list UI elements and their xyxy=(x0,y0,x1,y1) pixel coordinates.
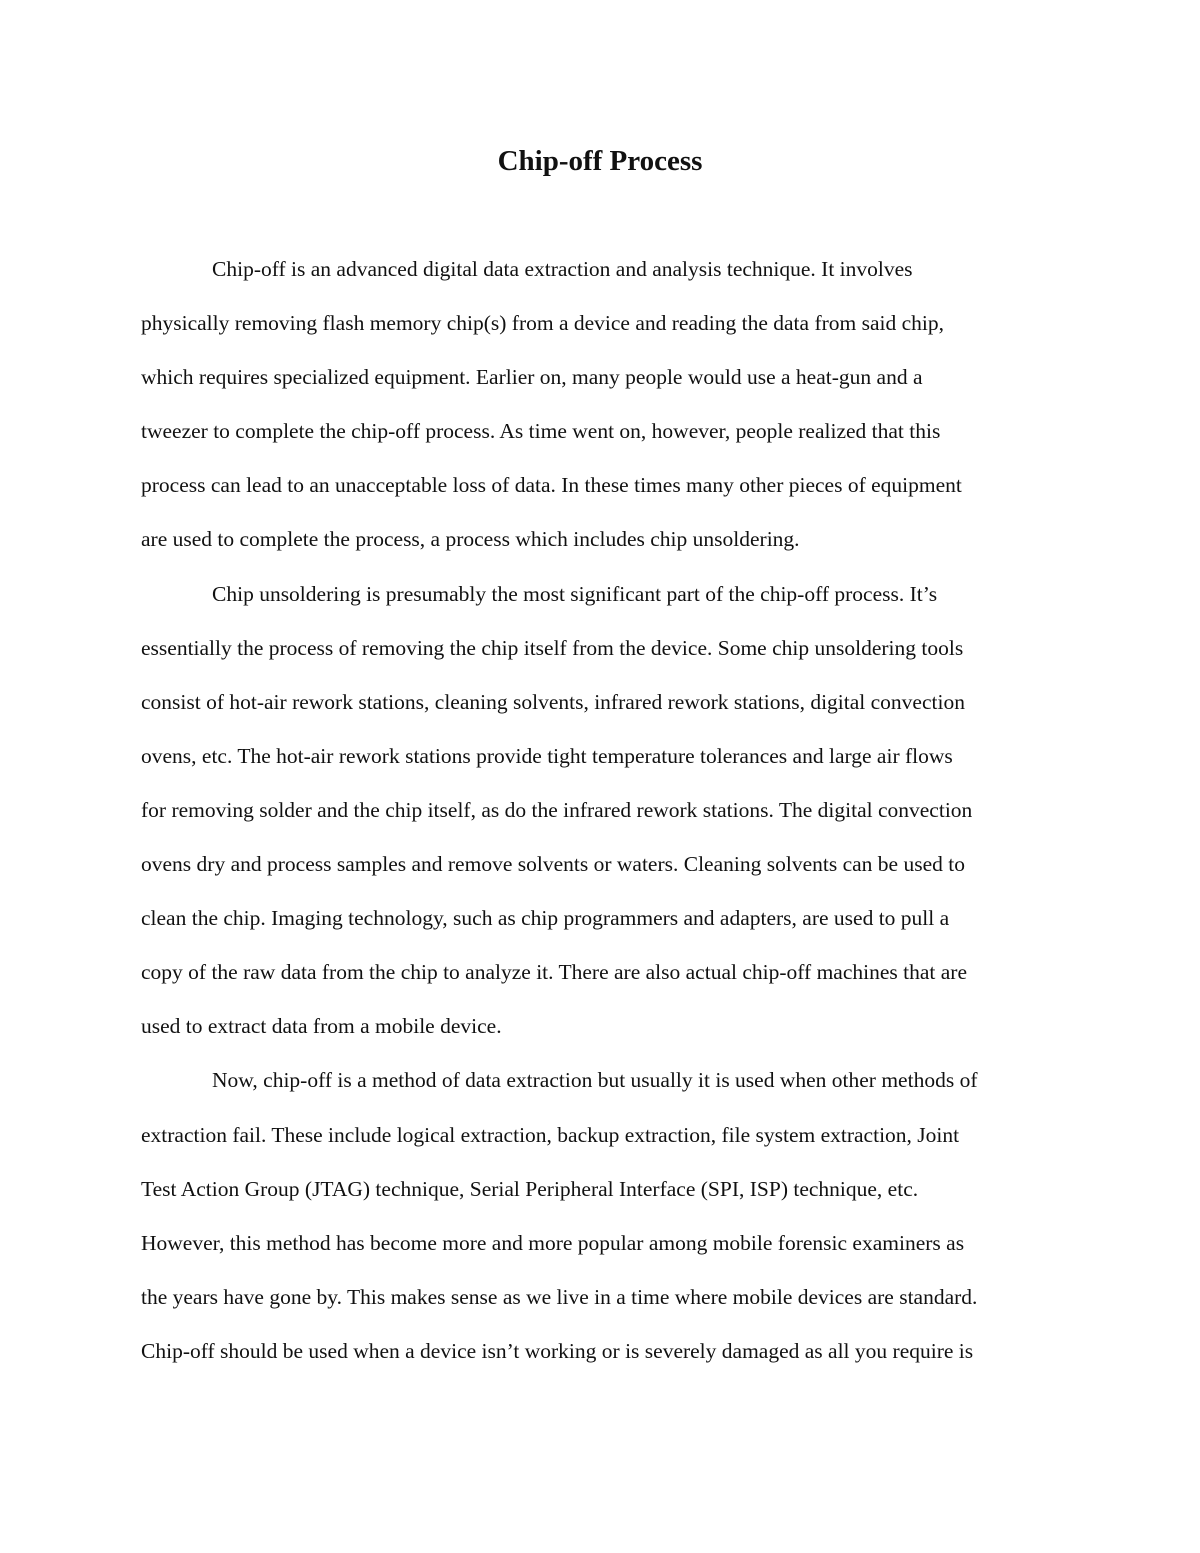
document-title: Chip-off Process xyxy=(497,145,703,177)
paragraph-line: used to extract data from a mobile device. xyxy=(141,1014,502,1039)
paragraph-line: process can lead to an unacceptable loss of data. In these times many other pieces of equipment xyxy=(141,473,962,498)
paragraph-line: for removing solder and the chip itself, as do the infrared rework stations. The digital convection xyxy=(141,797,973,822)
paragraph-line: copy of the raw data from the chip to analyze it. There are also actual chip-off machines that are xyxy=(141,960,967,985)
paragraph-line: ovens dry and process samples and remove solvents or waters. Cleaning solvents can be used to xyxy=(141,852,965,877)
paragraph-line: However, this method has become more and more popular among mobile forensic examiners as xyxy=(141,1230,965,1255)
paragraph-line: physically removing flash memory chip(s) from a device and reading the data from said chip, xyxy=(141,311,945,336)
paragraph-line: essentially the process of removing the chip itself from the device. Some chip unsoldering tools xyxy=(141,635,964,660)
paragraph-1 xyxy=(141,242,1059,567)
paragraph-line: ovens, etc. The hot-air rework stations provide tight temperature tolerances and large air flows xyxy=(141,743,953,768)
paragraph-line: Test Action Group (JTAG) technique, Serial Peripheral Interface (SPI, ISP) technique, etc. xyxy=(141,1176,919,1201)
paragraph-2 xyxy=(141,567,1059,1054)
paragraph-line: are used to complete the process, a process which includes chip unsoldering. xyxy=(141,527,800,552)
paragraph-line: the years have gone by. This makes sense as we live in a time where mobile devices are standard. xyxy=(141,1284,978,1309)
paragraph-line: Now, chip-off is a method of data extraction but usually it is used when other methods of xyxy=(212,1068,978,1093)
document-body xyxy=(141,242,1059,1378)
paragraph-line: extraction fail. These include logical extraction, backup extraction, file system extraction, Joint xyxy=(141,1122,960,1147)
paragraph-line: tweezer to complete the chip-off process. As time went on, however, people realized that this xyxy=(141,419,941,444)
paragraph-3 xyxy=(141,1053,1059,1378)
paragraph-line: consist of hot-air rework stations, cleaning solvents, infrared rework stations, digital convection xyxy=(141,689,965,714)
paragraph-line: which requires specialized equipment. Earlier on, many people would use a heat-gun and a xyxy=(141,365,923,390)
paragraph-line: clean the chip. Imaging technology, such as chip programmers and adapters, are used to pull a xyxy=(141,906,950,931)
paragraph-line: Chip unsoldering is presumably the most significant part of the chip-off process. It’s xyxy=(212,581,938,606)
paragraph-line: Chip-off should be used when a device isn’t working or is severely damaged as all you require is xyxy=(141,1338,974,1363)
paragraph-line: Chip-off is an advanced digital data extraction and analysis technique. It involves xyxy=(212,257,913,281)
